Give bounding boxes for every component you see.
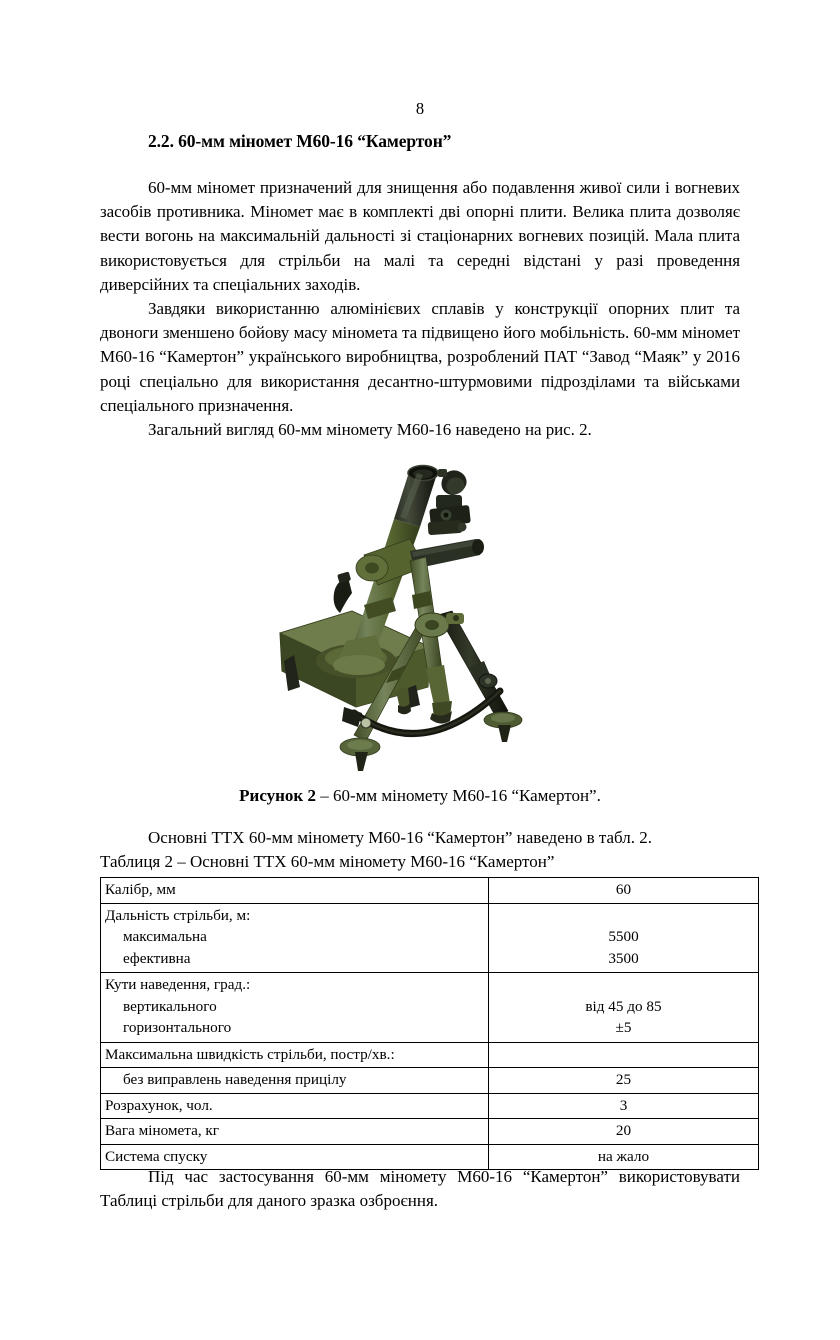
row-label-rate-of-fire: [101, 1042, 489, 1068]
label-main: Калібр, мм: [105, 881, 176, 898]
label-main: Вага міномета, кг: [105, 1122, 220, 1139]
figure-image: [0, 455, 840, 780]
value-line: 3: [619, 1096, 628, 1114]
row-value-rate-of-fire: [489, 1042, 759, 1068]
label-main: Система спуску: [105, 1147, 208, 1165]
label-sub: вертикального: [123, 997, 217, 1015]
table-intro: [100, 826, 740, 874]
table-reference-line: Основні ТТХ 60-мм міномету М60-16 “Камертон” наведено в табл. 2.: [148, 828, 653, 847]
section-heading: 2.2. 60-мм міномет М60-16 “Камертон”: [148, 131, 452, 151]
row-value-no-sight-correction: [489, 1068, 759, 1094]
label-main: Кути наведення, град.:: [105, 976, 251, 993]
content-column: [100, 130, 740, 442]
row-value-angles: [489, 973, 759, 1043]
page-number: 8: [415, 99, 425, 118]
ttx-table: [100, 877, 759, 1170]
label-main: Дальність стрільби, м:: [105, 906, 251, 924]
table-row: [101, 903, 759, 973]
paragraph-2: Завдяки використанню алюмінієвих сплавів у конструкції опорних плит та двоноги зменшено бойову масу міномета та підвищено його мобільність. 60-мм міномет М60-16 “Камертон” українського виробництва, розроблений ПАТ “Завод “Маяк” у 2016 році спеціально для використання десантно-штурмовими підрозділами та військами спеціального призначення.: [100, 299, 740, 415]
figure-caption-number: Рисунок 2: [239, 786, 316, 805]
table-row: [101, 878, 759, 904]
row-label-angles: [101, 973, 489, 1043]
table-row: [101, 1042, 759, 1068]
value-line: на жало: [597, 1147, 650, 1165]
value-line: 5500: [608, 928, 639, 945]
barrel-yoke: [334, 539, 484, 613]
value-line: 25: [615, 1071, 632, 1088]
row-value-weight: [489, 1119, 759, 1145]
row-label-crew: [101, 1093, 489, 1119]
figure-caption-text: – 60-мм міномету М60-16 “Камертон”.: [315, 786, 601, 805]
label-sub: максимальна: [123, 928, 207, 945]
row-value-caliber: [489, 878, 759, 904]
row-label-range: [101, 903, 489, 973]
figure-caption: [0, 785, 840, 807]
row-label-weight: [101, 1119, 489, 1145]
paragraph-3: Загальний вигляд 60-мм міномету М60-16 наведено на рис. 2.: [148, 420, 592, 440]
paragraph-1: 60-мм міномет призначений для знищення або подавлення живої сили і вогневих засобів противника. Міномет має в комплекті дві опорні плити. Велика плита дозволяє вести вогонь на максимальній дальності зі стаціонарних вогневих позицій. Мала плита використовується для стрільби на малі та середні відстані у разі проведення диверсійних та спеціальних заходів.: [100, 178, 740, 294]
label-sub: без виправлень наведення прицілу: [123, 1071, 347, 1088]
label-sub: ефективна: [123, 949, 191, 967]
value-line: 20: [615, 1122, 632, 1139]
value-line: ±5: [615, 1019, 632, 1036]
row-value-crew: [489, 1093, 759, 1119]
table-row: [101, 973, 759, 1043]
row-label-no-sight-correction: [101, 1068, 489, 1094]
row-label-caliber: [101, 878, 489, 904]
table-row: [101, 1119, 759, 1145]
value-line: від 45 до 85: [585, 997, 662, 1015]
table-caption: Таблиця 2 – Основні ТТХ 60-мм міномету М60-16 “Камертон”: [100, 852, 555, 872]
label-main: Максимальна швидкість стрільби, постр/хв.:: [105, 1045, 395, 1063]
label-main: Розрахунок, чол.: [105, 1096, 213, 1114]
mortar-illustration: [260, 455, 580, 775]
row-value-range: [489, 903, 759, 973]
closing-paragraph: Під час застосування 60-мм міномету М60-16 “Камертон” використовувати Таблиці стрільби для даного зразка озброєння.: [100, 1167, 740, 1211]
label-sub: горизонтального: [123, 1019, 232, 1036]
table-row: [101, 1068, 759, 1094]
ttx-table-body: [101, 878, 759, 1170]
value-line: 3500: [608, 949, 639, 967]
value-line: 60: [615, 881, 632, 898]
mortar-svg: [260, 455, 580, 775]
table-row: [101, 1093, 759, 1119]
